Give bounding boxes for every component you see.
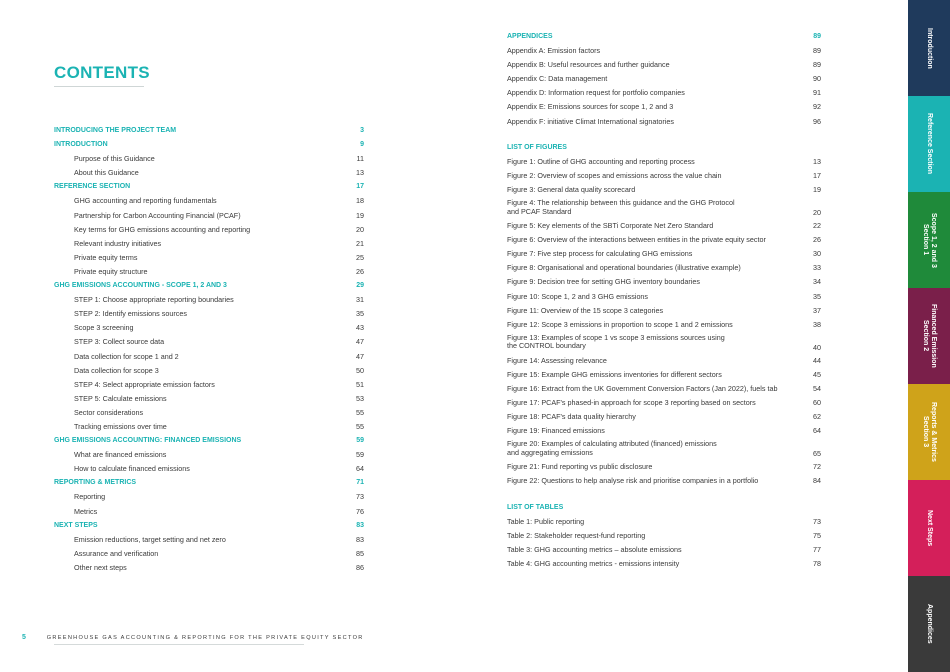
toc-entry-page: 55 [356,407,364,417]
toc-entry-label: Private equity structure [74,266,148,276]
toc-entry-label: Figure 10: Scope 1, 2 and 3 GHG emissions [507,291,649,301]
toc-entry-page: 84 [813,476,821,486]
toc-entry-label: Figure 14: Assessing relevance [507,355,607,365]
tab-label: Introduction [926,27,933,69]
toc-entry-figure-19-financed-emissions[interactable] [507,424,821,438]
toc-entry-label: Other next steps [74,562,127,572]
toc-entry-label: Figure 5: Key elements of the SBTi Corporate Net Zero Standard [507,221,714,231]
toc-entry-label: NEXT STEPS [54,521,98,529]
toc-entry-label: Metrics [74,506,98,516]
toc-entry-figure-5-key-elements-of-the-sbti-corpor[interactable] [507,219,821,233]
toc-entry-figure-17-pcaf-s-phased-in-approach-for-[interactable] [507,396,821,410]
toc-entry-label: Table 3: GHG accounting metrics – absolute emissions [507,544,682,554]
toc-entry-purpose-of-this-guidance[interactable] [54,152,364,166]
toc-entry-label: Figure 8: Organisational and operational boundaries (illustrative example) [507,263,741,273]
toc-entry-reporting-metrics[interactable] [54,476,364,490]
main-toc [54,124,364,575]
toc-entry-label: Private equity terms [74,252,138,262]
page-title: CONTENTS [54,63,150,82]
toc-entry-label: Figure 15: Example GHG emissions inventories for different sectors [507,369,722,379]
toc-entry-page: 11 [356,154,364,164]
toc-entry-list-of-tables[interactable] [507,501,821,515]
toc-entry-figure-13-examples-of-scope-1-vs-scope-3[interactable] [507,332,821,354]
toc-entry-label: APPENDICES [507,33,553,40]
toc-entry-introducing-the-project-team[interactable] [54,124,364,138]
toc-entry-page: 37 [813,305,821,315]
toc-entry-relevant-industry-initiatives[interactable] [54,237,364,251]
toc-entry-label: STEP 5: Calculate emissions [74,393,167,403]
toc-entry-label: Assurance and verification [74,548,159,558]
toc-entry-list-of-figures[interactable] [507,141,821,155]
toc-entry-label: STEP 2: Identify emissions sources [74,309,187,319]
toc-entry-label: What are financed emissions [74,450,167,460]
toc-entry-label: Figure 20: Examples of calculating attributed (financed) emissions and aggregating emissions [507,439,717,457]
toc-entry-page: 77 [813,544,821,554]
toc-entry-figure-22-questions-to-help-analyse-risk[interactable] [507,474,821,488]
toc-entry-page: 64 [813,426,821,436]
toc-entry-page: 34 [813,277,821,287]
toc-entry-page: 31 [356,295,364,305]
toc-entry-page: 55 [356,421,364,431]
toc-entry-next-steps[interactable] [54,519,364,533]
toc-entry-label: Data collection for scope 1 and 2 [74,351,179,361]
toc-entry-page: 92 [813,102,821,112]
toc-entry-label: Figure 1: Outline of GHG accounting and reporting process [507,156,695,166]
tab-reports-metrics-section-3[interactable] [908,384,950,480]
toc-entry-page: 78 [813,558,821,568]
toc-entry-reporting[interactable] [54,490,364,504]
toc-entry-figure-8-organisational-and-operational-[interactable] [507,261,821,275]
tab-reference-section[interactable] [908,96,950,192]
secondary-toc [507,30,821,571]
toc-entry-label: STEP 1: Choose appropriate reporting boundaries [74,295,234,305]
toc-entry-label: REFERENCE SECTION [54,183,131,191]
toc-entry-label: LIST OF TABLES [507,503,564,511]
toc-entry-private-equity-structure[interactable] [54,265,364,279]
toc-entry-ghg-emissions-accounting-scope-1-2-and-3[interactable] [54,279,364,293]
toc-entry-reference-section[interactable] [54,180,364,194]
toc-entry-page: 18 [356,196,364,206]
toc-entry-label: STEP 3: Collect source data [74,337,165,347]
toc-entry-label: Figure 17: PCAF's phased-in approach for scope 3 reporting based on sectors [507,398,756,408]
toc-entry-label: Figure 18: PCAF's data quality hierarchy [507,412,636,422]
toc-entry-label: Appendix B: Useful resources and further guidance [507,60,670,70]
toc-entry-page: 65 [813,449,821,459]
toc-entry-page: 91 [813,88,821,98]
tab-introduction[interactable] [908,0,950,96]
toc-entry-step-4-select-appropriate-emission-facto[interactable] [54,378,364,392]
toc-entry-figure-7-five-step-process-for-calculati[interactable] [507,247,821,261]
toc-entry-label: Figure 16: Extract from the UK Government Conversion Factors (Jan 2022), fuels tab [507,383,778,393]
toc-entry-page: 83 [356,534,364,544]
toc-entry-about-this-guidance[interactable] [54,166,364,180]
toc-entry-page: 96 [813,116,821,126]
toc-entry-label: STEP 4: Select appropriate emission factors [74,379,215,389]
tab-label: Appendices [926,604,933,644]
toc-entry-appendix-c-data-management[interactable] [507,72,821,86]
toc-entry-figure-12-scope-3-emissions-in-proportio[interactable] [507,318,821,332]
toc-entry-page: 26 [813,235,821,245]
section-tabs [908,0,950,672]
toc-entry-label: Figure 13: Examples of scope 1 vs scope 3 emissions sources using the CONTROL boundary [507,332,725,351]
toc-entry-label: Relevant industry initiatives [74,238,162,248]
toc-entry-figure-20-examples-of-calculating-attrib[interactable] [507,438,821,460]
toc-entry-label: Table 2: Stakeholder request-fund reporting [507,530,646,540]
toc-entry-label: Figure 7: Five step process for calculating GHG emissions [507,249,693,259]
toc-entry-figure-2-overview-of-scopes-and-emission[interactable] [507,169,821,183]
toc-entry-emission-reductions-target-setting-and-n[interactable] [54,533,364,547]
toc-entry-page: 20 [813,208,821,218]
document-title: GREENHOUSE GAS ACCOUNTING & REPORTING FOR THE PRIVATE EQUITY SECTOR [46,635,364,641]
tab-next-steps[interactable] [908,480,950,576]
toc-entry-appendices[interactable] [507,30,821,44]
toc-entry-page: 40 [813,342,821,352]
footer-divider [54,644,304,645]
toc-entry-page: 25 [356,252,364,262]
toc-entry-key-terms-for-ghg-emissions-accounting-a[interactable] [54,223,364,237]
toc-entry-label: REPORTING & METRICS [54,479,137,487]
toc-entry-label: Appendix C: Data management [507,74,608,84]
toc-entry-label: How to calculate financed emissions [74,464,190,474]
toc-entry-figure-1-outline-of-ghg-accounting-and-r[interactable] [507,155,821,169]
toc-entry-step-3-collect-source-data[interactable] [54,335,364,349]
toc-entry-page: 33 [813,263,821,273]
toc-entry-label: Figure 6: Overview of the interactions between entities in the private equity sector [507,235,766,245]
toc-entry-label: Figure 2: Overview of scopes and emissions across the value chain [507,170,722,180]
toc-entry-label: LIST OF FIGURES [507,143,567,151]
toc-entry-label: INTRODUCING THE PROJECT TEAM [54,127,177,134]
tab-financed-emission-section-2[interactable] [908,288,950,384]
toc-entry-label: Figure 21: Fund reporting vs public disclosure [507,462,653,472]
toc-entry-page: 89 [813,33,821,40]
toc-entry-page: 72 [813,462,821,472]
toc-entry-figure-10-scope-1-2-and-3-ghg-emissions[interactable] [507,290,821,304]
toc-entry-page: 26 [356,266,364,276]
toc-entry-private-equity-terms[interactable] [54,251,364,265]
toc-entry-figure-11-overview-of-the-15-scope-3-cat[interactable] [507,304,821,318]
toc-entry-figure-9-decision-tree-for-setting-ghg-i[interactable] [507,275,821,289]
toc-entry-page: 51 [356,379,364,389]
toc-entry-appendix-a-emission-factors[interactable] [507,44,821,58]
tab-label: Scope 1, 2 and 3 Section 1 [922,212,937,268]
toc-entry-label: GHG accounting and reporting fundamentals [74,196,217,206]
toc-entry-figure-3-general-data-quality-scorecard[interactable] [507,183,821,197]
tab-label: Next Steps [926,509,933,547]
toc-entry-label: Figure 22: Questions to help analyse risk and prioritise companies in a portfolio [507,476,759,486]
toc-entry-label: Figure 11: Overview of the 15 scope 3 categories [507,305,664,315]
toc-entry-label: Reporting [74,492,106,502]
toc-entry-label: Purpose of this Guidance [74,154,155,164]
toc-entry-page: 47 [356,351,364,361]
toc-entry-other-next-steps[interactable] [54,561,364,575]
toc-entry-label: GHG EMISSIONS ACCOUNTING: FINANCED EMISSIONS [54,437,242,445]
toc-entry-page: 44 [813,355,821,365]
toc-entry-page: 71 [356,479,364,487]
toc-entry-page: 47 [356,337,364,347]
toc-entry-label: Partnership for Carbon Accounting Financial (PCAF) [74,210,241,220]
toc-entry-page: 20 [356,224,364,234]
toc-entry-label: Figure 19: Financed emissions [507,426,605,436]
toc-entry-label: GHG EMISSIONS ACCOUNTING - SCOPE 1, 2 AND 3 [54,282,227,290]
toc-entry-figure-14-assessing-relevance[interactable] [507,354,821,368]
toc-entry-label: Figure 4: The relationship between this guidance and the GHG Protocol and PCAF Standard [507,198,735,216]
toc-entry-page: 59 [356,437,364,445]
toc-entry-page: 75 [813,530,821,540]
toc-entry-label: Table 4: GHG accounting metrics - emissions intensity [507,558,680,568]
toc-entry-figure-6-overview-of-the-interactions-be[interactable] [507,233,821,247]
toc-entry-page: 35 [356,309,364,319]
toc-entry-page: 90 [813,74,821,84]
toc-entry-appendix-e-emissions-sources-for-scope-1[interactable] [507,100,821,114]
toc-entry-how-to-calculate-financed-emissions[interactable] [54,462,364,476]
toc-entry-page: 54 [813,383,821,393]
toc-entry-ghg-emissions-accounting-financed-emissi[interactable] [54,434,364,448]
toc-entry-figure-18-pcaf-s-data-quality-hierarchy[interactable] [507,410,821,424]
tab-scope-1-2-and-3-section-1[interactable] [908,192,950,288]
toc-entry-page: 35 [813,291,821,301]
toc-entry-step-1-choose-appropriate-reporting-boun[interactable] [54,293,364,307]
toc-entry-page: 30 [813,249,821,259]
toc-entry-label: Scope 3 screening [74,323,134,333]
toc-entry-figure-21-fund-reporting-vs-public-discl[interactable] [507,460,821,474]
toc-entry-figure-4-the-relationship-between-this-g[interactable] [507,197,821,219]
toc-entry-ghg-accounting-and-reporting-fundamental[interactable] [54,194,364,208]
title-divider [54,86,144,87]
toc-entry-metrics[interactable] [54,505,364,519]
toc-entry-label: Tracking emissions over time [74,421,167,431]
toc-entry-appendix-f-initiative-climat-internation[interactable] [507,115,821,129]
toc-entry-what-are-financed-emissions[interactable] [54,448,364,462]
toc-entry-data-collection-for-scope-1-and-2[interactable] [54,350,364,364]
tab-label: Financed Emission Section 2 [922,304,937,368]
toc-entry-label: Figure 12: Scope 3 emissions in proportion to scope 1 and 2 emissions [507,319,733,329]
toc-entry-page: 85 [356,548,364,558]
toc-entry-tracking-emissions-over-time[interactable] [54,420,364,434]
toc-entry-label: Appendix A: Emission factors [507,46,601,56]
toc-entry-page: 45 [813,369,821,379]
page-number: 5 [22,634,26,641]
toc-entry-introduction[interactable] [54,138,364,152]
toc-entry-page: 43 [356,323,364,333]
toc-entry-page: 22 [813,221,821,231]
tab-label: Reference Section [926,113,933,175]
toc-entry-page: 60 [813,398,821,408]
toc-entry-page: 73 [813,516,821,526]
toc-entry-table-4-ghg-accounting-metrics-emissions[interactable] [507,557,821,571]
toc-entry-page: 59 [356,450,364,460]
toc-entry-page: 21 [356,238,364,248]
toc-entry-page: 89 [813,46,821,56]
toc-entry-step-5-calculate-emissions[interactable] [54,392,364,406]
tab-label: Reports & Metrics Section 3 [922,402,937,462]
toc-entry-label: Figure 3: General data quality scorecard [507,184,636,194]
toc-entry-appendix-d-information-request-for-portf[interactable] [507,86,821,100]
toc-entry-label: Appendix E: Emissions sources for scope 1, 2 and 3 [507,102,674,112]
toc-entry-page: 38 [813,319,821,329]
toc-entry-assurance-and-verification[interactable] [54,547,364,561]
toc-entry-page: 3 [360,127,364,134]
toc-entry-figure-16-extract-from-the-uk-government[interactable] [507,382,821,396]
toc-entry-scope-3-screening[interactable] [54,321,364,335]
toc-entry-label: INTRODUCTION [54,141,108,149]
toc-entry-page: 76 [356,506,364,516]
toc-entry-table-3-ghg-accounting-metrics-absolute-[interactable] [507,543,821,557]
toc-entry-label: Emission reductions, target setting and net zero [74,534,226,544]
toc-entry-page: 83 [356,521,364,529]
toc-entry-page: 86 [356,562,364,572]
toc-entry-step-2-identify-emissions-sources[interactable] [54,307,364,321]
toc-entry-page: 13 [356,168,364,178]
toc-entry-page: 9 [360,141,364,149]
toc-entry-data-collection-for-scope-3[interactable] [54,364,364,378]
toc-entry-page: 53 [356,393,364,403]
toc-entry-sector-considerations[interactable] [54,406,364,420]
toc-entry-label: Key terms for GHG emissions accounting and reporting [74,224,251,234]
toc-entry-page: 17 [813,170,821,180]
toc-entry-label: Data collection for scope 3 [74,365,159,375]
toc-entry-page: 19 [356,210,364,220]
toc-entry-page: 50 [356,365,364,375]
toc-entry-page: 29 [356,282,364,290]
toc-entry-page: 89 [813,60,821,70]
toc-entry-label: Figure 9: Decision tree for setting GHG inventory boundaries [507,277,700,287]
page-footer [22,634,364,641]
toc-entry-page: 13 [813,156,821,166]
toc-entry-label: Sector considerations [74,407,144,417]
toc-entry-appendix-b-useful-resources-and-further-[interactable] [507,58,821,72]
toc-entry-page: 19 [813,184,821,194]
toc-entry-label: Table 1: Public reporting [507,516,585,526]
toc-entry-figure-15-example-ghg-emissions-inventor[interactable] [507,368,821,382]
toc-entry-label: Appendix F: initiative Climat International signatories [507,116,674,126]
toc-entry-page: 62 [813,412,821,422]
toc-entry-table-2-stakeholder-request-fund-reporti[interactable] [507,529,821,543]
toc-entry-page: 17 [356,183,364,191]
toc-entry-partnership-for-carbon-accounting-financ[interactable] [54,209,364,223]
toc-entry-page: 64 [356,464,364,474]
tab-appendices[interactable] [908,576,950,672]
toc-entry-label: About this Guidance [74,168,139,178]
toc-entry-table-1-public-reporting[interactable] [507,515,821,529]
toc-entry-label: Appendix D: Information request for portfolio companies [507,88,685,98]
toc-entry-page: 73 [356,492,364,502]
